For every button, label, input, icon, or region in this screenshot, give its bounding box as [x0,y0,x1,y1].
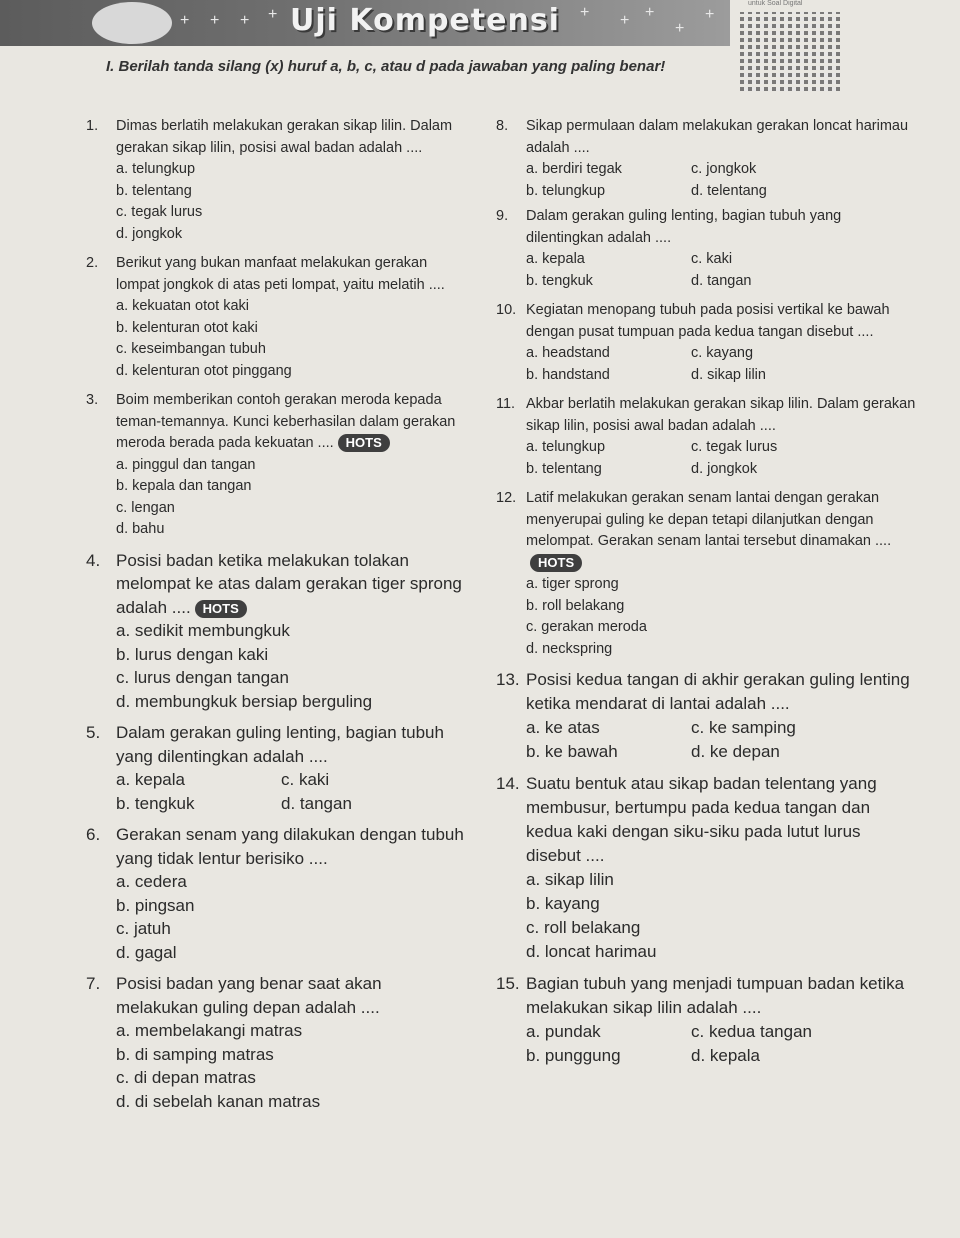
question-stem [496,300,916,343]
question-item [86,549,466,714]
question-text: Posisi badan ketika melakukan tolakan melompat ke atas dalam gerakan tiger sprong adalah .... [116,550,462,617]
question-number: 1. [86,118,99,134]
plus-icon: + [675,20,685,37]
answer-option[interactable]: c. kedua tangan [691,1022,812,1041]
question-text: Posisi badan yang benar saat akan melakukan guling depan adalah .... [116,974,382,1017]
question-number: 14. [496,774,520,793]
answer-option[interactable]: d. tangan [281,793,352,813]
question-stem [86,972,466,1019]
question-stem [86,253,466,296]
answer-option[interactable]: b. ke bawah [526,742,618,761]
answer-option[interactable]: b. punggung [526,1046,621,1065]
question-item [496,488,916,660]
answer-option[interactable]: b. lurus dengan kaki [116,644,269,664]
hots-badge: HOTS [195,600,247,618]
answer-options [496,343,916,386]
answer-options [496,868,916,964]
question-item [496,206,916,292]
plus-icon: + [180,12,190,29]
question-stem [86,390,466,455]
question-number: 4. [86,550,101,570]
question-number: 2. [86,255,99,271]
answer-option[interactable]: a. cedera [116,872,187,891]
answer-options [496,716,916,764]
answer-options [86,1019,466,1113]
answer-option[interactable]: d. kelenturan otot pinggang [116,362,292,379]
question-number: 5. [86,723,101,742]
question-text: Suatu bentuk atau sikap badan telentang yang membusur, bertumpu pada kedua tangan dan kedua kaki dengan siku-siku pada lutut lurus disebut .... [526,774,877,865]
question-text: Bagian tubuh yang menjadi tumpuan badan ketika melakukan sikap lilin adalah .... [526,974,905,1017]
answer-option[interactable]: d. neckspring [526,640,613,657]
answer-option[interactable]: d. bahu [116,521,165,537]
answer-option[interactable]: d. sikap lilin [691,366,766,383]
question-number: 12. [496,490,517,506]
question-number: 11. [496,396,516,412]
answer-option[interactable]: b. di samping matras [116,1044,274,1064]
question-item [496,668,916,764]
answer-option[interactable]: d. telentang [691,182,767,199]
answer-option[interactable]: a. sedikit membungkuk [116,621,290,640]
question-stem [86,549,466,620]
answer-options [86,619,466,713]
question-number: 10. [496,302,517,318]
qr-caption: untuk Soal Digital [748,0,803,7]
answer-option[interactable]: a. kepala [526,251,585,267]
answer-option[interactable]: d. membungkuk bersiap berguling [116,691,373,711]
answer-option[interactable]: b. tengkuk [116,793,195,813]
question-text: Boim memberikan contoh gerakan meroda kepada teman-temannya. Kunci keberhasilan dalam gerakan meroda berada pada kekuatan .... [116,392,456,451]
answer-option[interactable]: a. telungkup [526,439,606,455]
right-column [496,116,916,1068]
question-text: Dimas berlatih melakukan gerakan sikap lilin. Dalam gerakan sikap lilin, posisi awal badan adalah .... [116,118,453,156]
answer-options [86,455,466,541]
answer-option[interactable]: c. roll belakang [526,918,641,937]
plus-icon: + [240,12,250,29]
answer-option[interactable]: a. berdiri tegak [526,161,622,177]
answer-options [496,249,916,292]
question-number: 7. [86,974,101,993]
answer-options [496,159,916,202]
question-text: Dalam gerakan guling lenting, bagian tubuh yang dilentingkan adalah .... [116,723,444,766]
question-item [496,772,916,964]
question-text: Dalam gerakan guling lenting, bagian tubuh yang dilentingkan adalah .... [526,208,842,246]
question-number: 8. [496,118,509,134]
question-text: Latif melakukan gerakan senam lantai dengan gerakan menyerupai guling ke depan tetapi dilanjutkan dengan melompat. Gerakan senam lantai tersebut dinamakan .... [526,490,892,549]
question-number: 13. [496,670,520,689]
question-item [86,390,466,541]
answer-option[interactable]: c. tegak lurus [691,439,778,455]
answer-option[interactable]: c. di depan matras [116,1068,256,1087]
answer-options [496,1020,916,1068]
question-stem [496,206,916,249]
answer-option[interactable]: c. kayang [691,345,754,361]
hots-badge: HOTS [338,434,390,452]
question-stem [86,721,466,768]
answer-option[interactable]: c. gerakan meroda [526,619,647,635]
logo-icon [92,2,172,44]
answer-option[interactable]: d. kepala [691,1046,760,1065]
question-number: 15. [496,974,520,993]
question-text: Posisi kedua tangan di akhir gerakan guling lenting ketika mendarat di lantai adalah .... [526,670,910,713]
plus-icon: + [268,6,278,23]
question-text: Sikap permulaan dalam melakukan gerakan loncat harimau adalah .... [526,118,909,156]
answer-option[interactable]: b. telungkup [526,182,606,199]
answer-option[interactable]: a. membelakangi matras [116,1021,303,1040]
answer-option[interactable]: b. telentang [526,460,602,477]
question-item [86,116,466,245]
answer-option[interactable]: c. jongkok [691,161,757,177]
question-stem [86,823,466,870]
question-stem [496,772,916,868]
answer-option[interactable]: c. kaki [281,770,330,789]
answer-option[interactable]: d. di sebelah kanan matras [116,1091,321,1111]
answer-option[interactable]: d. jongkok [116,225,183,242]
answer-option[interactable]: b. kepala dan tangan [116,478,252,494]
answer-options [496,574,916,660]
answer-options [86,296,466,382]
plus-icon: + [705,6,715,23]
answer-option[interactable]: c. lengan [116,499,175,516]
answer-option[interactable]: a. headstand [526,345,610,361]
question-item [86,972,466,1113]
plus-icon: + [645,4,655,21]
question-item [86,823,466,964]
answer-option[interactable]: d. ke depan [691,742,780,761]
question-number: 9. [496,208,509,224]
answer-option[interactable]: a. kekuatan otot kaki [116,298,249,314]
answer-option[interactable]: a. pinggul dan tangan [116,456,256,473]
answer-options [86,159,466,245]
instruction-text: I. Berilah tanda silang (x) huruf a, b, c, atau d pada jawaban yang paling benar! [106,58,666,75]
answer-option[interactable]: c. tegak lurus [116,204,203,220]
answer-option[interactable]: c. lurus dengan tangan [116,668,289,687]
answer-option[interactable]: b. tengkuk [526,272,593,289]
question-item [496,116,916,202]
question-item [86,253,466,382]
answer-option[interactable]: c. keseimbangan tubuh [116,341,266,357]
answer-option[interactable]: a. pundak [526,1022,601,1041]
answer-option[interactable]: c. kaki [691,251,733,267]
question-number: 3. [86,392,99,408]
answer-option[interactable]: c. ke samping [691,718,796,737]
answer-option[interactable]: b. pingsan [116,895,195,915]
page-title: Uji Kompetensi [290,3,560,38]
answer-option[interactable]: a. ke atas [526,718,600,737]
question-text: Kegiatan menopang tubuh pada posisi vertikal ke bawah dengan pusat tumpuan pada kedua tangan disebut .... [526,302,890,340]
answer-option[interactable]: b. telentang [116,182,192,199]
answer-option[interactable]: d. gagal [116,942,177,962]
question-item [496,394,916,480]
answer-options [496,437,916,480]
question-item [496,972,916,1068]
answer-option[interactable]: b. kayang [526,894,600,913]
question-stem [496,668,916,716]
plus-icon: + [210,12,220,29]
question-item [496,300,916,386]
hots-badge: HOTS [530,554,582,572]
plus-icon: + [620,12,630,29]
answer-option[interactable]: a. tiger sprong [526,576,619,592]
question-stem [496,116,916,159]
answer-options [86,870,466,964]
question-text: Akbar berlatih melakukan gerakan sikap lilin. Dalam gerakan sikap lilin, posisi awal badan adalah .... [526,396,916,434]
question-stem [496,972,916,1020]
question-text: Gerakan senam yang dilakukan dengan tubuh yang tidak lentur berisiko .... [116,825,464,868]
answer-option[interactable]: d. jongkok [691,460,758,477]
answer-option[interactable]: b. handstand [526,366,610,383]
answer-option[interactable]: c. jatuh [116,919,171,938]
answer-options [86,768,466,815]
question-number: 6. [86,825,101,844]
question-stem [86,116,466,159]
question-stem [496,394,916,437]
answer-option[interactable]: a. telungkup [116,161,196,177]
header-banner [0,0,730,46]
question-stem [496,488,916,574]
left-column [86,116,466,1113]
answer-option[interactable]: a. sikap lilin [526,870,614,889]
answer-option[interactable]: b. kelenturan otot kaki [116,319,258,336]
answer-option[interactable]: b. roll belakang [526,597,625,614]
answer-option[interactable]: a. kepala [116,770,185,789]
plus-icon: + [580,4,590,21]
answer-option[interactable]: d. tangan [691,272,752,289]
question-item [86,721,466,815]
answer-option[interactable]: d. loncat harimau [526,942,657,961]
qr-code-icon[interactable] [740,12,840,94]
question-text: Berikut yang bukan manfaat melakukan gerakan lompat jongkok di atas peti lompat, yaitu melatih .... [116,255,445,293]
